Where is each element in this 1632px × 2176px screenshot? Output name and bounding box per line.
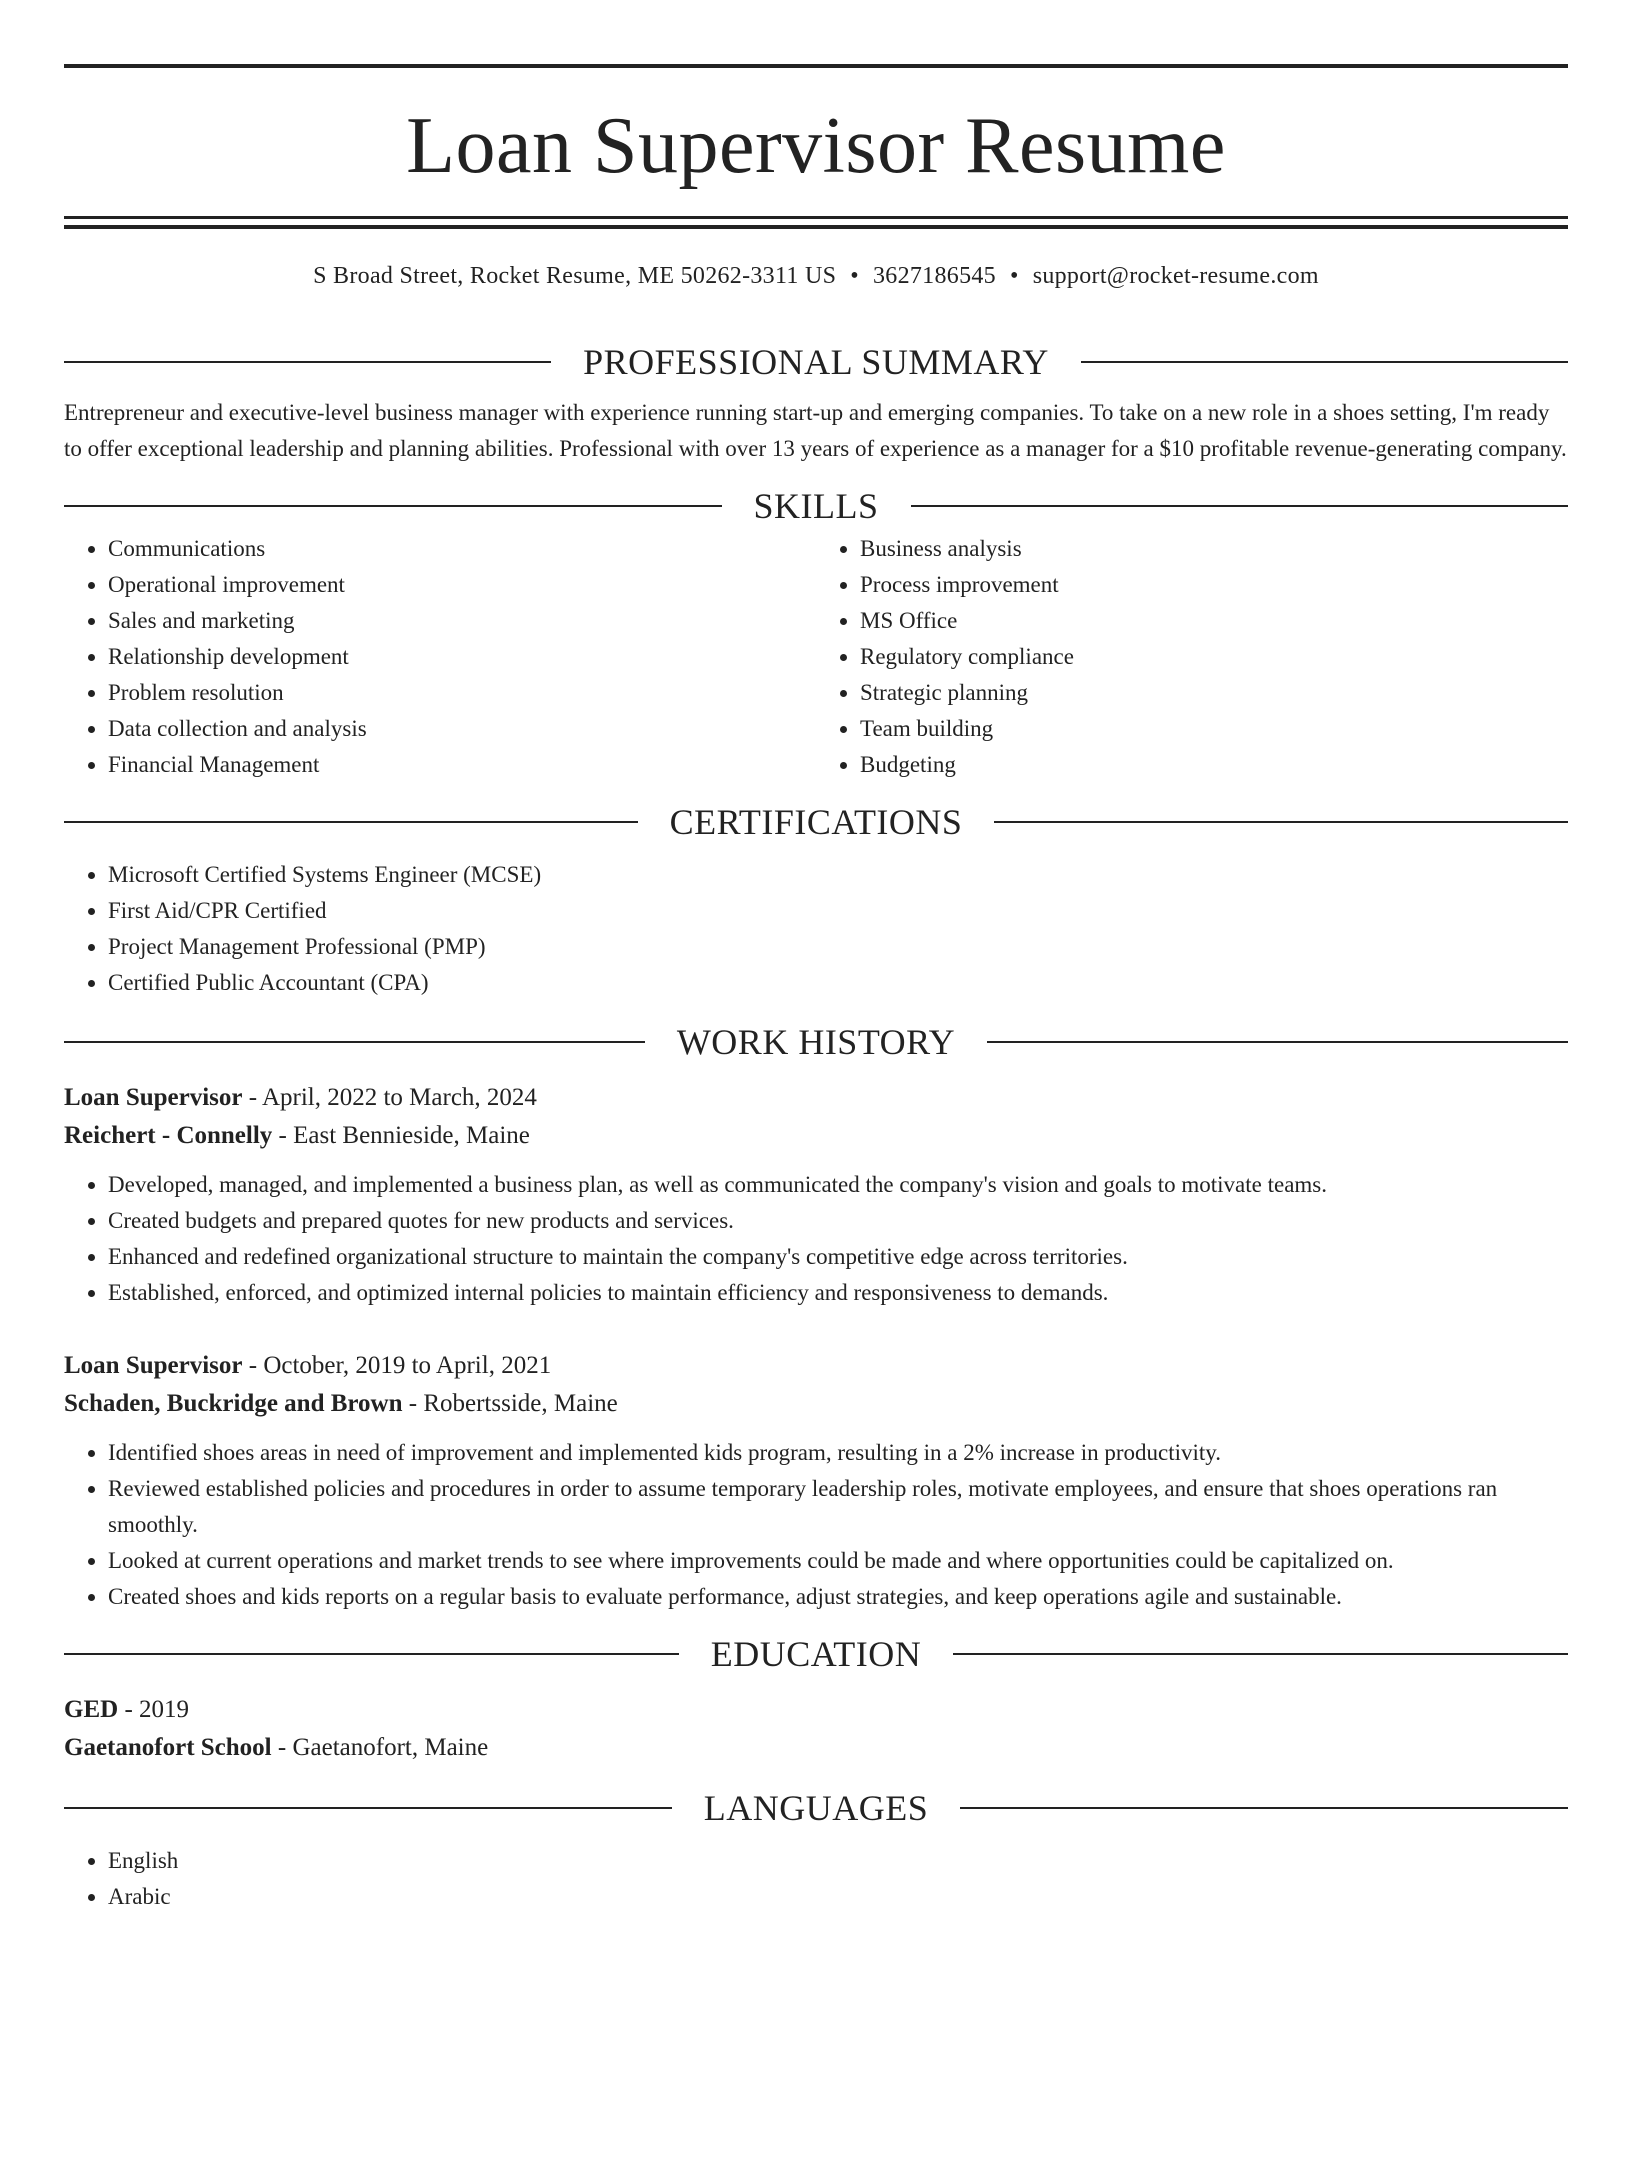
contact-address: S Broad Street, Rocket Resume, ME 50262-3311 US	[313, 263, 837, 289]
list-item: • Identified shoes areas in need of improvement and implemented kids program, resulting in a 2% increase in productivity.	[108, 1435, 1568, 1471]
languages-list	[64, 1843, 1568, 1915]
education-school: Gaetanofort School	[64, 1734, 272, 1761]
list-item: • Sales and marketing	[108, 603, 816, 639]
education-degree: GED	[64, 1696, 119, 1723]
job-bullets	[64, 1167, 1568, 1311]
education-degree-line	[64, 1691, 1568, 1729]
job-dates: - April, 2022 to March, 2024	[242, 1084, 537, 1111]
list-item: • Data collection and analysis	[108, 711, 816, 747]
list-item: • Strategic planning	[860, 675, 1568, 711]
list-item: • Established, enforced, and optimized internal policies to maintain efficiency and responsiveness to demands.	[108, 1275, 1568, 1311]
skills-list-left	[64, 531, 816, 783]
list-item: • Team building	[860, 711, 1568, 747]
list-item: • Operational improvement	[108, 567, 816, 603]
list-item: • Reviewed established policies and procedures in order to assume temporary leadership roles, motivate employees, and ensure that shoes operations ran smoothly.	[108, 1471, 1568, 1543]
section-title: CERTIFICATIONS	[669, 802, 963, 842]
contact-phone: 3627186545	[872, 263, 996, 289]
list-item: • Communications	[108, 531, 816, 567]
list-item: • Financial Management	[108, 747, 816, 783]
section-heading-education	[64, 1631, 1568, 1677]
heading-rule	[64, 1653, 679, 1655]
education-entry	[64, 1691, 1568, 1767]
section-heading-summary	[64, 339, 1568, 385]
skills-list-right	[816, 531, 1568, 783]
heading-rule	[911, 505, 1569, 507]
summary-text: Entrepreneur and executive-level business manager with experience running start-up and emerging companies. To take on a new role in a shoes setting, I'm ready to offer exceptional leadership and planning abilities. Professional with over 13 years of experience as a manager for a $10 profitable revenue-generating company.	[64, 400, 1567, 461]
heading-rule	[64, 361, 551, 363]
education-school-line	[64, 1729, 1568, 1767]
job-title-line	[64, 1079, 1568, 1117]
list-item: • MS Office	[860, 603, 1568, 639]
list-item: • Budgeting	[860, 747, 1568, 783]
heading-rule	[64, 1807, 672, 1809]
job-company-line	[64, 1117, 1568, 1155]
education-location: - Gaetanofort, Maine	[271, 1734, 489, 1761]
list-item: • Created budgets and prepared quotes for new products and services.	[108, 1203, 1568, 1239]
heading-rule	[987, 1041, 1568, 1043]
contact-separator: •	[1009, 263, 1019, 289]
contact-email: support@rocket-resume.com	[1032, 263, 1319, 289]
heading-rule	[64, 1041, 645, 1043]
section-title: WORK HISTORY	[676, 1022, 956, 1062]
list-item: • Relationship development	[108, 639, 816, 675]
section-heading-certifications	[64, 799, 1568, 845]
contact-separator: •	[850, 263, 859, 289]
job-entry	[64, 1079, 1568, 1311]
education-year: - 2019	[118, 1696, 190, 1723]
resume-page	[0, 64, 1632, 2176]
heading-rule	[953, 1653, 1568, 1655]
job-title-line	[64, 1347, 1568, 1385]
list-item: • Business analysis	[860, 531, 1568, 567]
job-location: - East Bennieside, Maine	[272, 1122, 530, 1149]
heading-rule	[960, 1807, 1568, 1809]
section-title: LANGUAGES	[703, 1788, 929, 1828]
section-heading-languages	[64, 1785, 1568, 1831]
section-title: EDUCATION	[710, 1634, 922, 1674]
list-item: • Regulatory compliance	[860, 639, 1568, 675]
heading-rule	[994, 821, 1568, 823]
heading-rule	[1081, 361, 1568, 363]
list-item: • Arabic	[108, 1879, 1568, 1915]
job-title: Loan Supervisor	[64, 1352, 243, 1379]
list-item: • Problem resolution	[108, 675, 816, 711]
list-item: • First Aid/CPR Certified	[108, 893, 1568, 929]
list-item: • English	[108, 1843, 1568, 1879]
top-rule	[64, 64, 1568, 68]
list-item: • Looked at current operations and market trends to see where improvements could be made and where opportunities could be capitalized on.	[108, 1543, 1568, 1579]
job-company-line	[64, 1385, 1568, 1423]
certifications-list	[64, 857, 1568, 1001]
job-company: Reichert - Connelly	[64, 1122, 273, 1149]
list-item: • Created shoes and kids reports on a regular basis to evaluate performance, adjust strategies, and keep operations agile and sustainable.	[108, 1579, 1568, 1615]
job-title: Loan Supervisor	[64, 1084, 243, 1111]
heading-rule	[64, 505, 722, 507]
page-title: Loan Supervisor Resume	[406, 102, 1226, 190]
heading-rule	[64, 821, 638, 823]
job-bullets	[64, 1435, 1568, 1615]
section-heading-work	[64, 1019, 1568, 1065]
skills-grid	[64, 531, 1568, 783]
title-double-rule	[64, 216, 1568, 229]
job-entry	[64, 1347, 1568, 1615]
section-title: PROFESSIONAL SUMMARY	[583, 342, 1049, 382]
job-location: - Robertsside, Maine	[402, 1390, 618, 1417]
list-item: • Developed, managed, and implemented a business plan, as well as communicated the company's vision and goals to motivate teams.	[108, 1167, 1568, 1203]
section-title: SKILLS	[753, 486, 879, 526]
list-item: • Microsoft Certified Systems Engineer (MCSE)	[108, 857, 1568, 893]
list-item: • Process improvement	[860, 567, 1568, 603]
job-company: Schaden, Buckridge and Brown	[64, 1390, 403, 1417]
section-heading-skills	[64, 483, 1568, 529]
contact-line	[64, 263, 1568, 293]
list-item: • Certified Public Accountant (CPA)	[108, 965, 1568, 1001]
list-item: • Enhanced and redefined organizational structure to maintain the company's competitive edge across territories.	[108, 1239, 1568, 1275]
job-dates: - October, 2019 to April, 2021	[242, 1352, 552, 1379]
list-item: • Project Management Professional (PMP)	[108, 929, 1568, 965]
